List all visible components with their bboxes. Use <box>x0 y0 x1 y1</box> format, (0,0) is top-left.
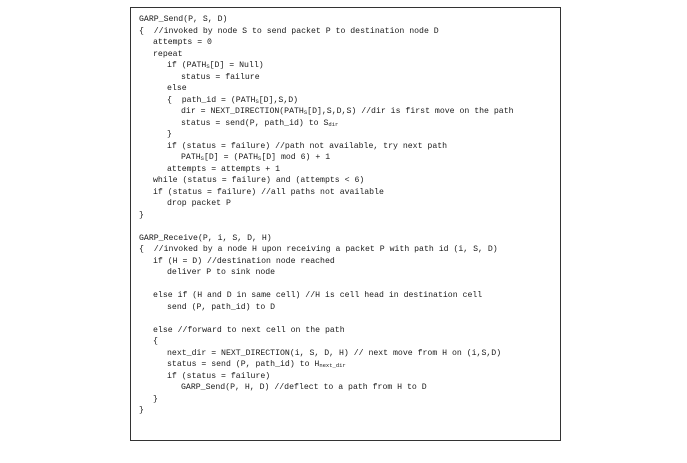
code-line <box>139 106 556 118</box>
code-line <box>139 348 556 360</box>
code-line <box>139 405 556 417</box>
code-text: [D],S,D) <box>258 95 299 105</box>
code-line <box>139 382 556 394</box>
code-text: if (status = failure) //path not available, try next path <box>167 141 448 151</box>
code-line <box>139 164 556 176</box>
code-line <box>139 49 556 61</box>
code-text: status = failure <box>181 72 260 82</box>
code-line <box>139 221 556 233</box>
code-text: if (PATH <box>167 61 207 70</box>
code-line <box>139 37 556 49</box>
code-line <box>139 60 556 72</box>
code-line <box>139 359 556 371</box>
code-line <box>139 26 556 38</box>
code-text: status = send(P, path_id) to S <box>181 118 329 128</box>
code-line <box>139 14 556 26</box>
code-text: { //invoked by a node H upon receiving a packet P with path id (i, S, D) <box>139 245 498 254</box>
code-text: GARP_Send(P, S, D) <box>139 15 228 24</box>
code-lines <box>139 14 556 417</box>
code-line <box>139 313 556 325</box>
code-text: GARP_Receive(P, i, S, D, H) <box>139 233 272 243</box>
code-line <box>139 129 556 141</box>
code-text: deliver P to sink node <box>167 268 276 277</box>
code-line <box>139 83 556 95</box>
code-line <box>139 244 556 256</box>
code-text: } <box>139 210 144 220</box>
code-line <box>139 95 556 107</box>
code-line <box>139 198 556 210</box>
code-line <box>139 175 556 187</box>
code-subscript: S <box>303 109 308 116</box>
code-text: attempts = attempts + 1 <box>167 164 281 174</box>
code-text: { <box>153 337 158 346</box>
code-line <box>139 118 556 130</box>
code-text: } <box>139 406 144 415</box>
code-subscript: S <box>255 97 259 105</box>
code-text: GARP_Send(P, H, D) //deflect to a path from H to D <box>181 383 427 392</box>
code-text: attempts = 0 <box>153 38 212 47</box>
code-text: status = send (P, path_id) to H <box>167 360 320 369</box>
code-line <box>139 325 556 337</box>
code-text: PATH <box>181 153 201 162</box>
code-text: else //forward to next cell on the path <box>153 325 345 335</box>
code-line <box>139 336 556 348</box>
code-line <box>139 302 556 314</box>
code-text: else <box>167 84 187 93</box>
code-text: [D] mod 6) + 1 <box>261 153 331 162</box>
code-text: next_dir = NEXT_DIRECTION(i, S, D, H) // next move from H on (i,S,D) <box>167 348 502 358</box>
code-text: send (P, path_id) to D <box>167 302 276 312</box>
code-line <box>139 72 556 84</box>
code-subscript: next_dir <box>319 362 346 369</box>
code-line <box>139 233 556 245</box>
code-text: [D],S,D,S) //dir is first move on the path <box>307 107 514 116</box>
code-text: } <box>167 130 172 139</box>
code-line <box>139 256 556 268</box>
code-line <box>139 187 556 199</box>
code-text: { //invoked by node S to send packet P to destination node D <box>139 26 439 36</box>
code-text: } <box>153 394 158 404</box>
code-subscript: S <box>200 155 204 162</box>
code-line <box>139 290 556 302</box>
code-line <box>139 152 556 164</box>
code-line <box>139 267 556 279</box>
code-line <box>139 394 556 406</box>
code-line <box>139 371 556 383</box>
code-subscript: S <box>206 63 210 70</box>
code-text: { path_id = (PATH <box>167 95 256 105</box>
code-line <box>139 210 556 222</box>
code-text: dir = NEXT_DIRECTION(PATH <box>181 107 304 116</box>
code-text: drop packet P <box>167 199 231 208</box>
code-text: [D] = (PATH <box>203 153 259 162</box>
code-line <box>139 279 556 291</box>
code-line <box>139 141 556 153</box>
pseudocode-listing <box>130 7 561 441</box>
code-text: if (status = failure) //all paths not available <box>153 187 384 197</box>
code-text: [D] = Null) <box>209 61 264 70</box>
code-subscript: dir <box>328 120 339 128</box>
code-text: while (status = failure) and (attempts < 6) <box>153 176 365 185</box>
code-text: else if (H and D in same cell) //H is cell head in destination cell <box>153 291 483 300</box>
code-text: if (H = D) //destination node reached <box>153 256 335 266</box>
code-subscript: S <box>258 155 262 162</box>
code-text: if (status = failure) <box>167 371 271 381</box>
code-text: repeat <box>153 49 183 59</box>
